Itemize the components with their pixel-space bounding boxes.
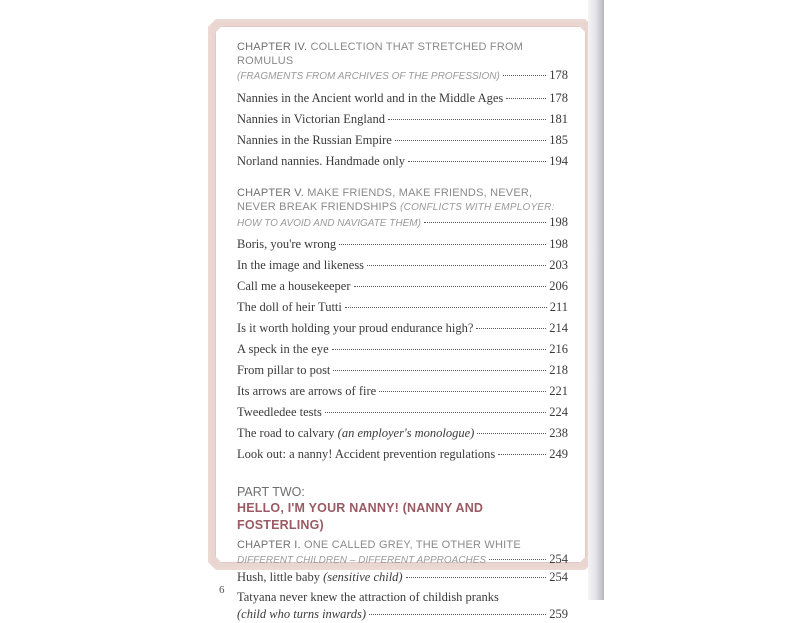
toc-entry[interactable] [237, 130, 568, 151]
chapter-heading [237, 538, 568, 552]
toc-entry[interactable] [237, 423, 568, 444]
page-ref: 238 [549, 426, 568, 440]
entry-title-note: (sensitive child) [323, 570, 403, 584]
entry-title: Nannies in Victorian England [237, 112, 385, 126]
entry-title: Tweedledee tests [237, 405, 322, 419]
page-number: 6 [219, 584, 225, 596]
entry-title-note: (an employer's monologue) [337, 426, 475, 440]
entry-title: Boris, you're wrong [237, 237, 337, 251]
leader-dots [395, 140, 546, 141]
leader-dots [408, 161, 546, 162]
entry-title: A speck in the eye [237, 342, 329, 356]
leader-dots [477, 433, 546, 434]
page-ref: 206 [549, 279, 568, 293]
entry-title: Nannies in the Russian Empire [237, 133, 392, 147]
toc-entry[interactable] [237, 552, 568, 568]
page-ref: 224 [549, 405, 568, 419]
page-ref: 214 [549, 321, 568, 335]
page-ref: 254 [549, 570, 568, 584]
page-ref: 221 [549, 384, 568, 398]
toc-entry[interactable] [237, 297, 568, 318]
toc-entry[interactable] [237, 318, 568, 339]
toc-entry[interactable] [237, 88, 568, 109]
toc-entry[interactable] [237, 444, 568, 465]
page-edge-shadow [588, 0, 604, 600]
chapter-subtitle: DIFFERENT CHILDREN – DIFFERENT APPROACHES [237, 555, 487, 566]
toc-entry[interactable] [237, 276, 568, 297]
page-ref: 254 [549, 552, 568, 566]
toc-entry[interactable] [237, 402, 568, 423]
chapter-label: CHAPTER IV. [237, 41, 308, 53]
toc-entry[interactable] [237, 360, 568, 381]
leader-dots [498, 454, 546, 455]
entry-title: From pillar to post [237, 363, 331, 377]
entry-title [237, 568, 403, 586]
table-of-contents [237, 40, 568, 623]
page-ref: 249 [549, 447, 568, 461]
entry-title: Nannies in the Ancient world and in the Middle Ages [237, 91, 504, 105]
toc-entry[interactable] [237, 339, 568, 360]
page-ref: 203 [549, 258, 568, 272]
chapter-heading-line2 [237, 200, 568, 215]
page-ref: 216 [549, 342, 568, 356]
toc-entry[interactable] [237, 109, 568, 130]
page-ref: 178 [549, 91, 568, 105]
leader-dots [367, 265, 546, 266]
leader-dots [354, 286, 547, 287]
chapter-heading [237, 186, 568, 200]
chapter-subtitle: HOW TO AVOID AND NAVIGATE THEM) [237, 218, 421, 229]
leader-dots [369, 614, 546, 615]
page-ref: 181 [549, 112, 568, 126]
leader-dots [476, 328, 546, 329]
chapter-subtitle: (FRAGMENTS FROM ARCHIVES OF THE PROFESSION) [237, 71, 500, 82]
entry-title [237, 423, 474, 444]
leader-dots [345, 307, 547, 308]
entry-title: Norland nannies. Handmade only [237, 154, 406, 168]
page-ref: 259 [549, 607, 568, 621]
chapter-heading [237, 40, 568, 68]
entry-title-line1: Tatyana never knew the attraction of childish pranks [237, 590, 499, 604]
page-ref: 194 [549, 154, 568, 168]
entry-title: In the image and likeness [237, 258, 365, 272]
page-ref: 198 [549, 237, 568, 251]
entry-title: Look out: a nanny! Accident prevention regulations [237, 447, 496, 461]
leader-dots [506, 98, 546, 99]
part-title: HELLO, I'M YOUR NANNY! (NANNY AND FOSTERLING) [237, 501, 484, 532]
toc-entry[interactable] [237, 381, 568, 402]
leader-dots [388, 119, 546, 120]
leader-dots [325, 412, 546, 413]
entry-title: The doll of heir Tutti [237, 300, 342, 314]
chapter-title: NEVER BREAK FRIENDSHIPS [237, 201, 397, 213]
leader-dots [503, 75, 546, 76]
chapter-label: CHAPTER V. [237, 187, 305, 199]
entry-title-text: The road to calvary [237, 426, 338, 440]
entry-title: Its arrows are arrows of fire [237, 384, 377, 398]
entry-title-note: (child who turns inwards) [237, 607, 367, 621]
toc-entry[interactable] [237, 151, 568, 172]
entry-title-text: Hush, little baby [237, 570, 324, 584]
page-ref: 178 [549, 68, 568, 82]
page-ref: 185 [549, 133, 568, 147]
leader-dots [339, 244, 546, 245]
toc-entry[interactable] [237, 568, 568, 586]
entry-title [237, 606, 366, 623]
chapter-label: CHAPTER I. [237, 539, 301, 551]
entry-title: Call me a housekeeper [237, 279, 351, 293]
toc-entry[interactable] [237, 234, 568, 255]
entry-title: Is it worth holding your proud endurance high? [237, 321, 474, 335]
toc-entry[interactable] [237, 255, 568, 276]
chapter-title: COLLECTION THAT STRETCHED FROM ROMULUS [237, 41, 524, 67]
page-ref: 218 [549, 363, 568, 377]
toc-entry[interactable] [237, 606, 568, 623]
page-ref: 198 [549, 215, 568, 229]
leader-dots [406, 577, 547, 578]
chapter-subtitle: (CONFLICTS WITH EMPLOYER: [400, 202, 555, 213]
leader-dots [333, 370, 546, 371]
leader-dots [379, 391, 546, 392]
leader-dots [424, 222, 546, 223]
leader-dots [332, 349, 547, 350]
toc-entry[interactable] [237, 215, 568, 231]
chapter-title: ONE CALLED GREY, THE OTHER WHITE [304, 539, 521, 551]
toc-entry[interactable] [237, 68, 568, 84]
page-ref: 211 [549, 300, 568, 314]
part-label: PART TWO: [237, 485, 305, 499]
leader-dots [489, 559, 546, 560]
chapter-title: MAKE FRIENDS, MAKE FRIENDS, NEVER, [307, 187, 533, 199]
